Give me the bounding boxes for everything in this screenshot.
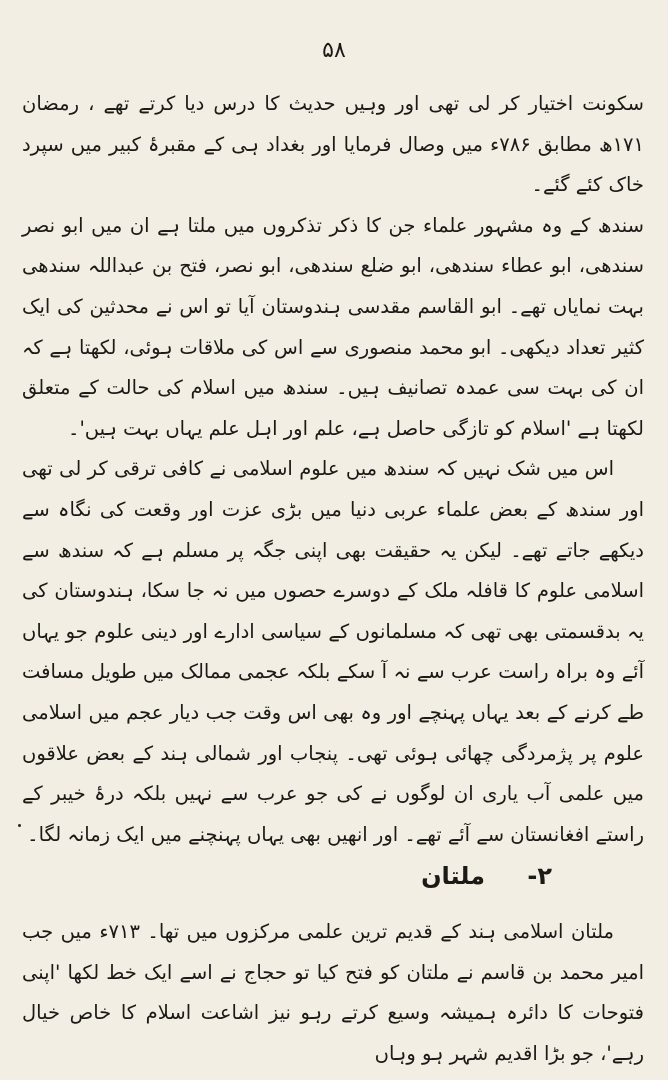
paragraph-1: سکونت اختیار کر لی تھی اور وہیں حدیث کا درس دیا کرتے تھے ، رمضان ۱۷۱ھ مطابق ۷۸۶ء میں وصال فرمایا اور بغداد ہی کے مقبرۂ کبیر میں سپرد خاک کئے گئے۔ xyxy=(22,92,644,197)
margin-dot xyxy=(18,824,21,827)
section-paragraph-1: ملتان اسلامی ہند کے قدیم ترین علمی مرکزوں میں تھا۔ ۷۱۳ء میں جب امیر محمد بن قاسم نے ملتان کو فتح کیا تو حجاج نے اسے ایک خط لکھا 'اپنی فتوحات کا دائرہ ہمیشہ وسیع کرتے رہو نیز اشاعت اسلام کا خاص خیال رہے'، جو بڑا اقدیم شہر ہو وہاں xyxy=(22,920,644,1065)
section-number: ۲- xyxy=(527,862,552,890)
body-text xyxy=(22,84,644,855)
section-body-text xyxy=(22,912,644,1074)
section-title: ملتان xyxy=(421,862,486,890)
page-number: ۵۸ xyxy=(322,38,346,63)
paragraph-3: اس میں شک نہیں کہ سندھ میں علوم اسلامی نے کافی ترقی کر لی تھی اور سندھ کے بعض علماء عربی دنیا میں بڑی عزت اور وقعت کی نگاہ سے دیکھے جاتے تھے۔ لیکن یہ حقیقت بھی اپنی جگہ پر مسلم ہے کہ سندھ سے اسلامی علوم کا قافلہ ملک کے دوسرے حصوں میں نہ جا سکا، ہندوستان کی یہ بدقسمتی بھی تھی کہ مسلمانوں کے سیاسی ادارے اور دینی علوم جو یہاں آئے وہ براہ راست عرب سے نہ آ سکے بلکہ عجمی ممالک میں طویل مسافت طے کرنے کے بعد یہاں پہنچے اور وہ بھی اس وقت جب دیار عجم میں اسلامی علوم پر پژمردگی چھائی ہوئی تھی۔ پنجاب اور شمالی ہند کے بعض علاقوں میں علمی آب یاری ان لوگوں نے کی جو عرب سے نہیں بلکہ درۂ خیبر کے راستے افغانستان سے آئے تھے۔ اور انھیں بھی یہاں پہنچنے میں ایک زمانہ لگا۔ xyxy=(22,457,644,846)
section-heading xyxy=(421,862,552,890)
paragraph-2: سندھ کے وہ مشہور علماء جن کا ذکر تذکروں میں ملتا ہے ان میں ابو نصر سندھی، ابو عطاء سندھی، ابو ضلع سندھی، ابو نصر، فتح بن عبداللہ سندھی بہت نمایاں تھے۔ ابو القاسم مقدسی ہندوستان آیا تو اس نے محدثین کی ایک کثیر تعداد دیکھی۔ ابو محمد منصوری سے اس کی ملاقات ہوئی، لکھتا ہے کہ ان کی بہت سی عمدہ تصانیف ہیں۔ سندھ میں اسلام کی حالت کے متعلق لکھتا ہے 'اسلام کو تازگی حاصل ہے، علم اور اہل علم یہاں بہت ہیں'۔ xyxy=(22,213,644,440)
